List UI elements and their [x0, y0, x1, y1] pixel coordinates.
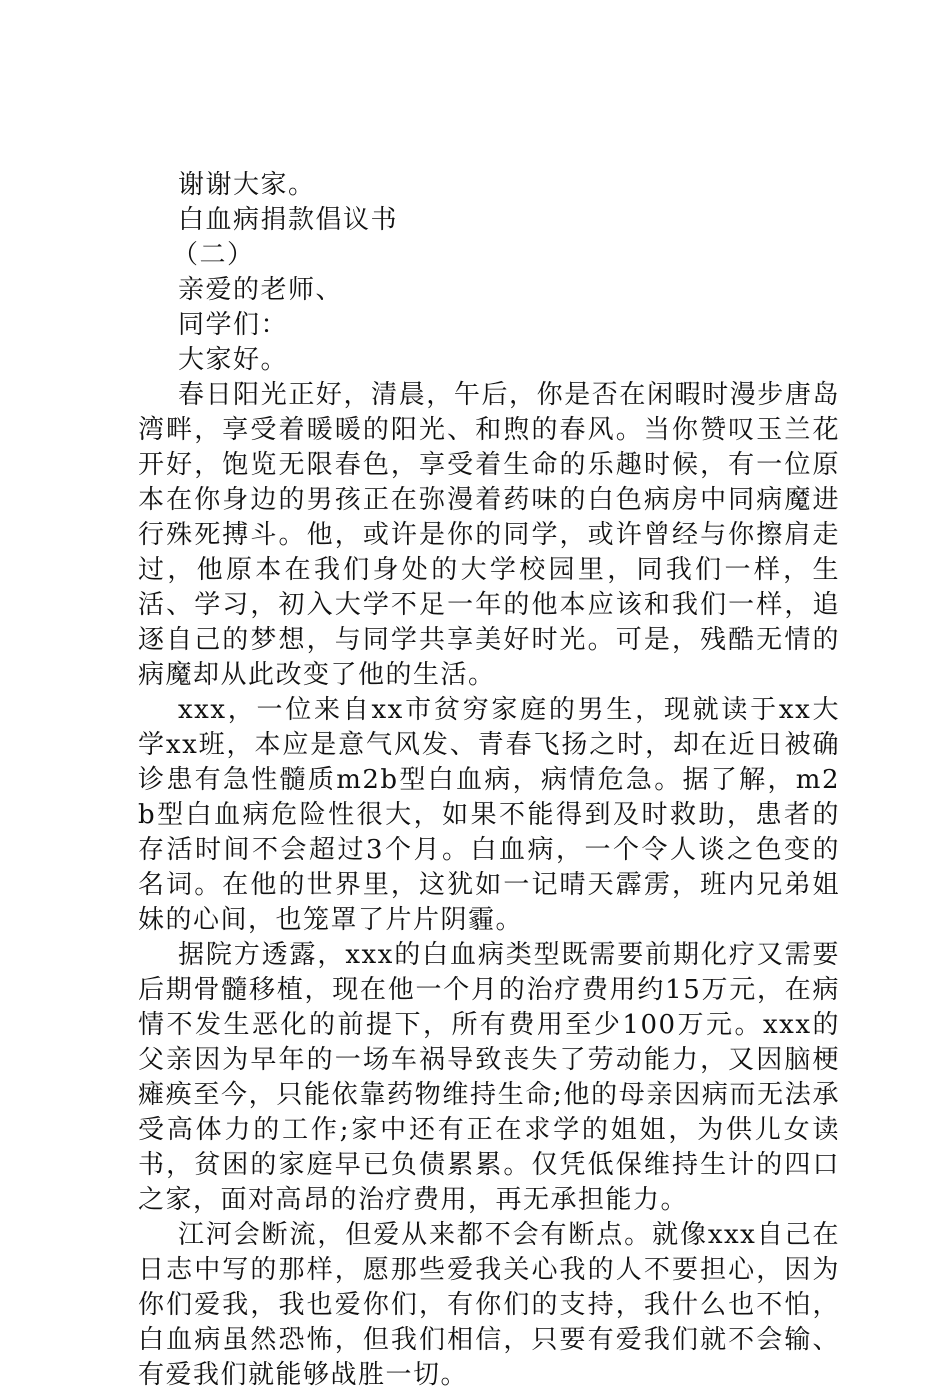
closing-line: 谢谢大家。: [178, 170, 316, 200]
paragraph-diagnosis: xxx，一位来自xx市贫穷家庭的男生，现就读于xx大学xx班，本应是意气风发、青春飞扬之时，却在近日被确诊患有急性髓质m2b型白血病，病情危急。据了解，m2b型白血病危险性很大，如果不能得到及时救助，患者的存活时间不会超过3个月。白血病，一个令人谈之色变的名词。在他的世界里，这犹如一记晴天霹雳，班内兄弟姐妹的心间，也笼罩了片片阴霾。: [138, 695, 840, 935]
greeting: 大家好。: [178, 345, 289, 375]
salutation-teachers: 亲爱的老师、: [178, 275, 344, 305]
section-number: （二）: [172, 240, 255, 270]
document-title: 白血病捐款倡议书: [178, 205, 399, 235]
paragraph-intro: 春日阳光正好，清晨，午后，你是否在闲暇时漫步唐岛湾畔，享受着暖暖的阳光、和煦的春风。当你赞叹玉兰花开好，饱览无限春色，享受着生命的乐趣时候，有一位原本在你身边的男孩正在弥漫着药味的白色病房中同病魔进行殊死搏斗。他，或许是你的同学，或许曾经与你擦肩走过，他原本在我们身处的大学校园里，同我们一样，生活、学习，初入大学不足一年的他本应该和我们一样，追逐自己的梦想，与同学共享美好时光。可是，残酷无情的病魔却从此改变了他的生活。: [138, 380, 840, 690]
document-body: [138, 168, 840, 1393]
salutation-students: 同学们：: [178, 310, 289, 340]
paragraph-appeal: 江河会断流，但爱从来都不会有断点。就像xxx自己在日志中写的那样，愿那些爱我关心我的人不要担心，因为你们爱我，我也爱你们，有你们的支持，我什么也不怕，白血病虽然恐怖，但我们相信，只要有爱我们就不会输、有爱我们就能够战胜一切。: [138, 1220, 840, 1390]
paragraph-costs: 据院方透露，xxx的白血病类型既需要前期化疗又需要后期骨髓移植，现在他一个月的治疗费用约15万元，在病情不发生恶化的前提下，所有费用至少100万元。xxx的父亲因为早年的一场车祸导致丧失了劳动能力，又因脑梗瘫痪至今，只能依靠药物维持生命;他的母亲因病而无法承受高体力的工作;家中还有正在求学的姐姐，为供儿女读书，贫困的家庭早已负债累累。仅凭低保维持生计的四口之家，面对高昂的治疗费用，再无承担能力。: [138, 940, 840, 1215]
